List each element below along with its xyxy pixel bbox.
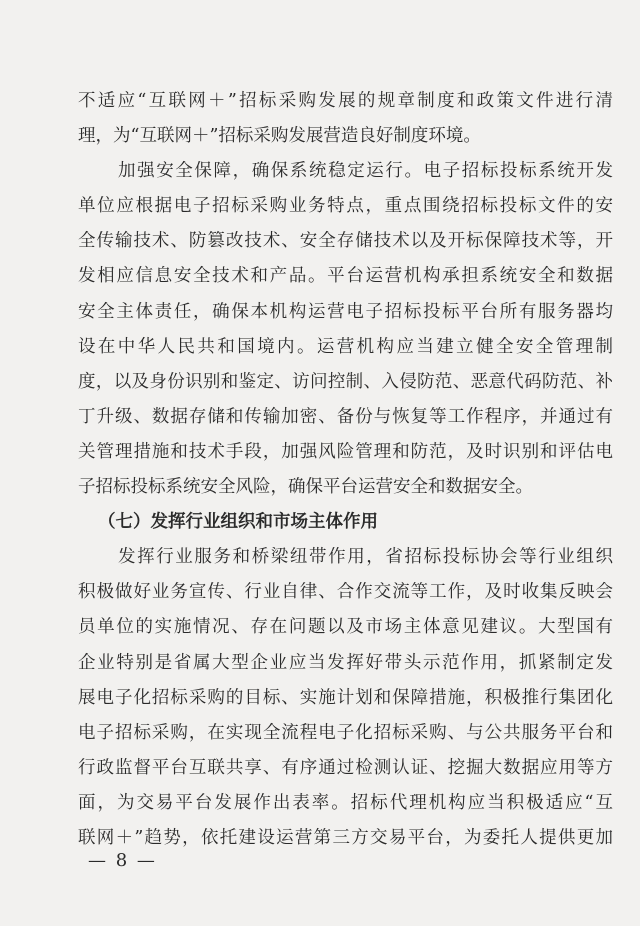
text-line: 加强安全保障，确保系统稳定运行。电子招标投标系统开发 — [118, 161, 613, 182]
document-body — [78, 84, 613, 856]
text-line: 展电子化招标采购的目标、实施计划和保障措施，积极推行集团化 — [78, 687, 613, 708]
text-line: 设在中华人民共和国境内。运营机构应当建立健全安全管理制 — [78, 336, 613, 357]
text-line: 联网＋”趋势，依托建设运营第三方交易平台，为委托人提供更加 — [78, 827, 613, 848]
text-line: 单位应根据电子招标采购业务特点，重点围绕招标投标文件的安 — [78, 196, 613, 217]
text-line: 电子招标采购，在实现全流程电子化招标采购、与公共服务平台和 — [78, 722, 613, 743]
text-line: 子招标投标系统安全风险，确保平台运营安全和数据安全。 — [78, 477, 533, 498]
text-line: 面，为交易平台发展作出表率。招标代理机构应当积极适应“互 — [78, 792, 613, 813]
text-line: 丁升级、数据存储和传输加密、备份与恢复等工作程序，并通过有 — [78, 406, 613, 427]
text-line: 关管理措施和技术手段，加强风险管理和防范，及时识别和评估电 — [78, 441, 613, 462]
text-line: 不适应“互联网＋”招标采购发展的规章制度和政策文件进行清 — [78, 91, 613, 111]
text-line: 行政监督平台互联共享、有序通过检测认证、挖掘大数据应用等方 — [78, 757, 613, 778]
text-line: 度，以及身份识别和鉴定、访问控制、入侵防范、恶意代码防范、补 — [78, 371, 613, 392]
section-heading: （七）发挥行业组织和市场主体作用 — [98, 512, 378, 533]
page-number: — 8 — — [88, 850, 157, 871]
text-line: 员单位的实施情况、存在问题以及市场主体意见建议。大型国有 — [78, 617, 613, 638]
text-line: 全传输技术、防篡改技术、安全存储技术以及开标保障技术等，开 — [78, 231, 613, 252]
text-line: 发挥行业服务和桥梁纽带作用，省招标投标协会等行业组织 — [118, 547, 613, 568]
text-line: 积极做好业务宣传、行业自律、合作交流等工作，及时收集反映会 — [78, 582, 613, 603]
text-line: 发相应信息安全技术和产品。平台运营机构承担系统安全和数据 — [78, 266, 613, 287]
text-line: 理，为“互联网＋”招标采购发展营造良好制度环境。 — [78, 126, 481, 147]
text-line: 企业特别是省属大型企业应当发挥好带头示范作用，抓紧制定发 — [78, 652, 613, 673]
text-line: 安全主体责任，确保本机构运营电子招标投标平台所有服务器均 — [78, 301, 613, 322]
